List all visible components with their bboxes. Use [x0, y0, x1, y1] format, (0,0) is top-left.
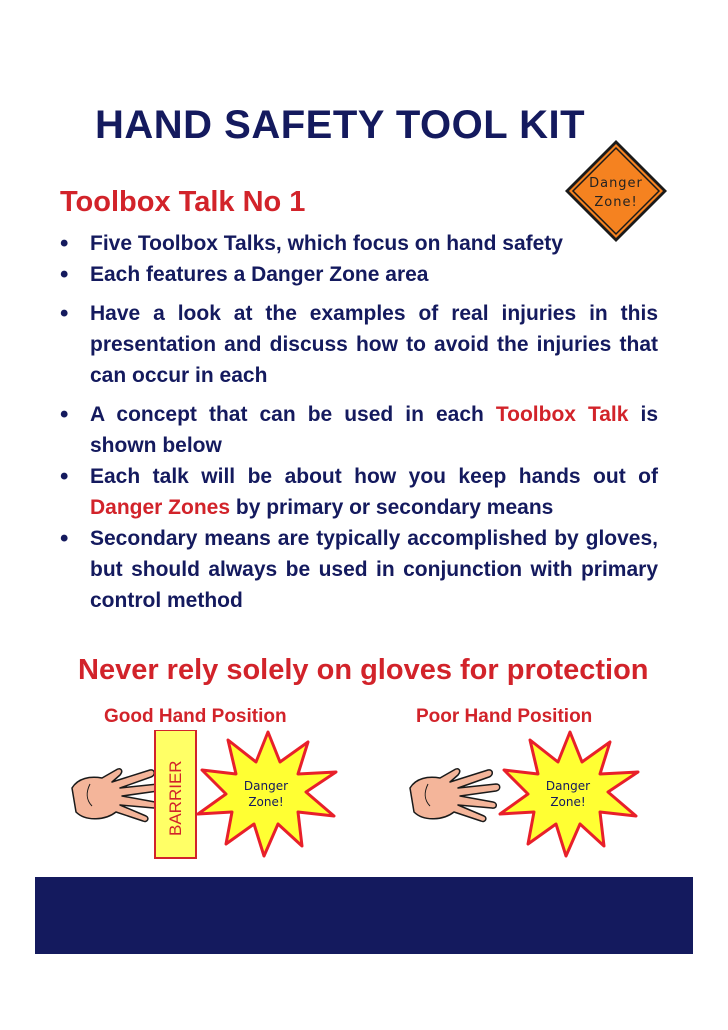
bullet-dot-icon: • [60, 261, 69, 288]
gloves-warning: Never rely solely on gloves for protection [78, 654, 649, 686]
barrier-label: BARRIER [166, 760, 185, 836]
good-burst-line-2: Zone! [248, 795, 284, 809]
poor-burst-line-2: Zone! [550, 795, 586, 809]
toolbox-talk-heading: Toolbox Talk No 1 [60, 186, 306, 218]
footer-bar [35, 877, 693, 954]
list-item: • Secondary means are typically accomplished by gloves, but should always be used in conjunction with primary control method [60, 525, 658, 612]
bullet-list [60, 228, 658, 616]
good-hand-icon [72, 769, 162, 822]
poor-danger-burst-icon [500, 732, 638, 856]
hand-position-diagram [0, 730, 728, 870]
poor-hand-icon [410, 769, 500, 822]
good-position-label: Good Hand Position [104, 706, 287, 727]
good-danger-burst-icon [198, 732, 336, 856]
bullet-dot-icon: • [60, 401, 69, 428]
danger-zones-highlight: Danger Zones [90, 496, 231, 519]
list-item: • Have a look at the examples of real injuries in this presentation and discuss how to avoid the injuries that can occur in each [60, 300, 658, 387]
bullet-dot-icon: • [60, 300, 69, 327]
poor-burst-line-1: Danger [545, 779, 591, 793]
list-item: • Each talk will be about how you keep hands out of Danger Zones by primary or secondary means [60, 463, 658, 519]
sign-line-1: Danger [589, 176, 643, 191]
list-item: • A concept that can be used in each Toolbox Talk is shown below [60, 401, 658, 457]
sign-line-2: Zone! [594, 195, 638, 210]
bullet-dot-icon: • [60, 463, 69, 490]
page-title: HAND SAFETY TOOL KIT [95, 103, 586, 147]
good-burst-line-1: Danger [243, 779, 289, 793]
list-item: • Five Toolbox Talks, which focus on hand safety [60, 230, 563, 257]
bullet-dot-icon: • [60, 525, 69, 552]
poor-position-label: Poor Hand Position [416, 706, 593, 727]
toolbox-talk-highlight: Toolbox Talk [495, 403, 629, 426]
bullet-dot-icon: • [60, 230, 69, 257]
barrier [155, 730, 196, 858]
list-item: • Each features a Danger Zone area [60, 261, 429, 288]
